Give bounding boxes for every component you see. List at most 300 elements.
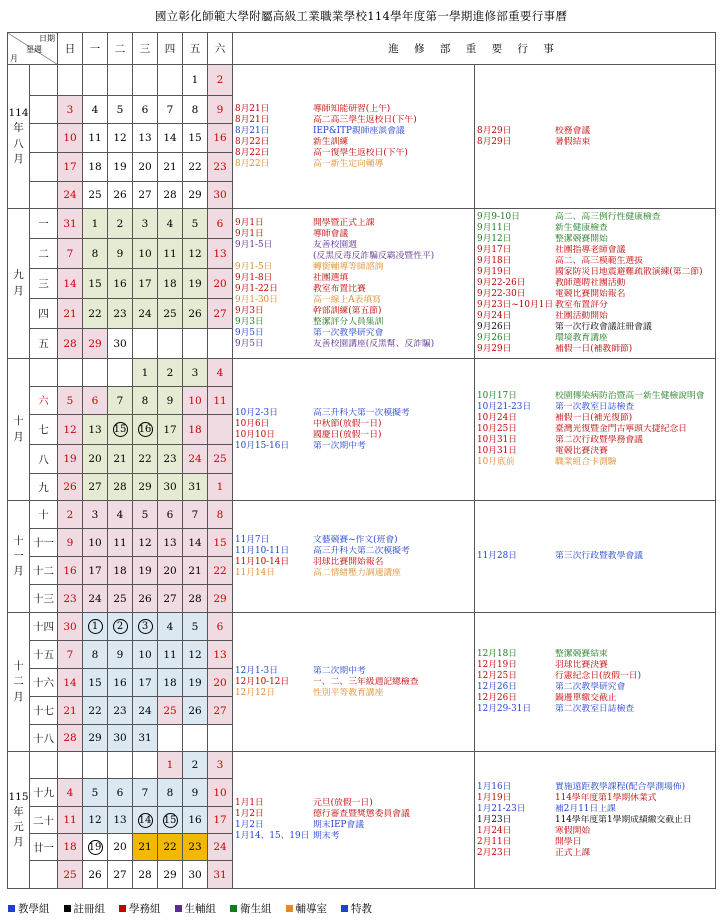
day-cell: 1: [133, 359, 158, 387]
day-cell: 6: [83, 387, 108, 415]
event-date: 12月26日: [477, 682, 517, 692]
day-cell: [133, 752, 158, 779]
week-row: [8, 359, 716, 387]
day-cell: 28: [58, 725, 83, 752]
event-date: 9月26日: [477, 322, 512, 332]
event-item: [477, 704, 713, 715]
events-left: [233, 209, 475, 359]
corner-month-label: 月: [10, 54, 18, 63]
day-cell: 1: [158, 752, 183, 779]
events-list: [235, 212, 472, 355]
event-item: [477, 322, 713, 333]
school-calendar-table: [7, 32, 716, 889]
event-text: IEP&ITP親師座談會議: [313, 125, 405, 136]
event-date: 11月10-11日: [235, 545, 290, 556]
day-cell: 15: [83, 269, 108, 299]
day-cell: [158, 329, 183, 359]
day-cell: 11: [158, 239, 183, 269]
month-label: [8, 359, 30, 501]
day-cell: 4: [83, 96, 108, 124]
event-date: 10月24日: [477, 413, 517, 423]
day-cell: 23: [158, 445, 183, 474]
month-label-char: 元: [13, 821, 24, 833]
events-right: [475, 613, 716, 752]
day-cell: 13: [133, 124, 158, 153]
day-cell: 24: [133, 697, 158, 725]
event-text: 高二、高三例行性健康檢查: [555, 212, 661, 222]
event-date: 9月24日: [477, 311, 512, 321]
day-cell: 12: [83, 807, 108, 834]
event-text: 導師知能研習(上午): [313, 103, 391, 114]
event-item: [235, 568, 472, 579]
event-item: [235, 137, 472, 148]
month-label-char: 十: [13, 415, 24, 428]
day-cell: 30: [108, 725, 133, 752]
event-item: [235, 262, 472, 273]
day-cell: 29: [83, 725, 108, 752]
event-item: [477, 234, 713, 245]
event-date: 9月1日: [235, 217, 264, 228]
day-cell: 5: [108, 96, 133, 124]
event-item: [477, 826, 713, 837]
event-date: 11月14日: [235, 567, 275, 578]
event-date: 9月12日: [477, 234, 512, 244]
day-cell: 20: [208, 669, 233, 697]
event-text: 電競比賽開始報名: [555, 289, 626, 299]
event-text: 114學年度第1學期成績繳交截止日: [555, 814, 692, 825]
events-list: [235, 362, 472, 497]
event-item: [235, 284, 472, 295]
legend-label: 註冊組: [73, 903, 105, 915]
day-cell: 3: [208, 752, 233, 779]
week-row: [8, 613, 716, 641]
event-text: 新生訓練: [313, 136, 349, 147]
event-date: 12月18日: [477, 649, 517, 659]
day-cell: 8: [133, 387, 158, 415]
event-item: [235, 820, 472, 831]
day-cell: 31: [183, 474, 208, 501]
day-cell: 25: [158, 697, 183, 725]
day-cell: 21: [108, 445, 133, 474]
day-cell: 17: [133, 269, 158, 299]
day-cell: 21: [183, 557, 208, 585]
week-row: [8, 65, 716, 96]
day-cell: 15: [208, 529, 233, 557]
event-item: [235, 306, 472, 317]
day-cell: 18: [108, 557, 133, 585]
event-item: [477, 457, 713, 468]
day-cell: 26: [108, 182, 133, 209]
day-cell: 20: [208, 269, 233, 299]
legend-label: 學務組: [129, 903, 161, 915]
day-cell: 6: [208, 613, 233, 641]
events-list: [477, 616, 713, 748]
event-date: 1月2日: [235, 820, 264, 830]
day-cell: 7: [158, 96, 183, 124]
event-item: [477, 267, 713, 278]
event-item: [235, 317, 472, 328]
event-item: [235, 159, 472, 170]
event-item: [477, 126, 713, 137]
day-cell: 20: [158, 557, 183, 585]
day-cell: [158, 725, 183, 752]
event-item: [235, 557, 472, 568]
week-row: [8, 501, 716, 529]
day-cell: 11: [158, 641, 183, 669]
event-item: [477, 815, 713, 826]
day-cell: 27: [158, 585, 183, 613]
event-date: 9月23日~10月1日: [477, 300, 554, 310]
day-cell: 7: [133, 779, 158, 807]
day-cell: 10: [183, 387, 208, 415]
event-text: 友善校園週: [313, 239, 357, 250]
event-text: 整潔競賽結束: [555, 649, 608, 659]
day-cell: 22: [183, 153, 208, 182]
week-number: 十七: [30, 697, 58, 725]
month-label-char: 月: [13, 690, 24, 703]
day-cell: [133, 65, 158, 96]
event-text: 補2月11日上課: [555, 803, 616, 814]
week-number: 十一: [30, 529, 58, 557]
day-cell: 19: [183, 269, 208, 299]
day-cell: 21: [158, 153, 183, 182]
day-cell: 26: [133, 585, 158, 613]
event-item: [477, 344, 713, 355]
event-date: 12月10-12日: [235, 676, 290, 687]
day-cell: 22: [158, 834, 183, 861]
day-cell: 20: [133, 153, 158, 182]
event-item: [235, 295, 472, 306]
month-label-char: 一: [13, 549, 24, 562]
event-date: 8月22日: [235, 158, 270, 169]
month-label-char: 月: [13, 430, 24, 443]
day-cell: 15: [183, 124, 208, 153]
day-cell: 11: [208, 387, 233, 415]
event-text: 補假一日(補教師節): [555, 344, 633, 354]
event-text: 國慶日(放假一日): [313, 429, 382, 440]
event-date: 9月1-5日: [235, 239, 273, 250]
day-cell: 6: [158, 501, 183, 529]
event-date: 11月28日: [477, 551, 517, 561]
day-cell: [58, 752, 83, 779]
event-item: [477, 137, 713, 148]
day-cell: [108, 752, 133, 779]
event-text: 高二、高三模範生選拔: [555, 256, 643, 266]
day-cell: 2: [208, 65, 233, 96]
event-date: 10月21-23日: [477, 402, 532, 412]
event-date: 8月21日: [235, 114, 270, 125]
event-text: 教室布置評分: [555, 300, 608, 310]
week-number: 十四: [30, 613, 58, 641]
week-number: 十: [30, 501, 58, 529]
day-cell: 21: [58, 697, 83, 725]
event-text: 暑假結束: [555, 136, 591, 147]
event-item: [477, 413, 713, 424]
event-text: 中秋節(放假一日): [313, 418, 382, 429]
event-date: 1月21-23日: [477, 803, 526, 814]
event-item: [477, 435, 713, 446]
event-item: [235, 126, 472, 137]
month-label-char: 十: [13, 660, 24, 673]
events-right: [475, 501, 716, 613]
event-item: [477, 793, 713, 804]
month-label: [8, 613, 30, 752]
day-cell: [108, 65, 133, 96]
event-item: [235, 430, 472, 441]
event-item: [477, 402, 713, 413]
event-date: 2月11日: [477, 836, 512, 847]
week-number: 十五: [30, 641, 58, 669]
event-item: [235, 809, 472, 820]
events-list: [235, 68, 472, 205]
week-number: 廿一: [30, 834, 58, 861]
day-cell: 20: [83, 445, 108, 474]
day-cell: [133, 329, 158, 359]
event-item: [477, 289, 713, 300]
day-cell: 30: [108, 329, 133, 359]
month-label-char: 月: [13, 152, 24, 165]
day-cell: 3: [133, 209, 158, 239]
day-cell: 18: [183, 415, 208, 445]
event-text: 期末考: [313, 831, 340, 841]
event-text: 第一次行政會議註冊會議: [555, 322, 652, 332]
day-cell: 13: [208, 641, 233, 669]
day-cell: 9: [108, 641, 133, 669]
day-cell: 29: [83, 329, 108, 359]
day-cell: 4: [158, 613, 183, 641]
day-cell: 18: [158, 669, 183, 697]
day-cell: 9: [183, 779, 208, 807]
day-cell: 9: [58, 529, 83, 557]
day-cell: [58, 359, 83, 387]
day-cell: 6: [108, 779, 133, 807]
event-item: [235, 419, 472, 430]
day-cell: [108, 359, 133, 387]
corner-date-label: 日期: [39, 34, 55, 43]
event-text: 環境教育講座: [555, 333, 608, 343]
day-cell: 13: [158, 529, 183, 557]
circled-day: 14: [138, 814, 152, 826]
week-number: 七: [30, 415, 58, 445]
day-cell: 11: [58, 807, 83, 834]
legend: [8, 901, 372, 916]
day-cell: 26: [183, 299, 208, 329]
event-text: 第二次期中考: [313, 665, 366, 676]
event-date: 10月15-16日: [235, 440, 290, 451]
event-item: [235, 251, 472, 262]
day-cell: [108, 613, 133, 641]
event-text: 期末IEP會議: [313, 820, 365, 830]
day-cell: 11: [108, 529, 133, 557]
event-text: 國家防災日地震避難疏散演練(第二節): [555, 267, 703, 277]
day-cell: 16: [58, 557, 83, 585]
day-cell: 9: [158, 387, 183, 415]
event-date: 9月22-30日: [477, 289, 526, 299]
legend-swatch: [119, 905, 126, 912]
event-text: 高一復學生返校日(下午): [313, 147, 408, 158]
day-cell: 24: [58, 182, 83, 209]
events-left: [233, 752, 475, 889]
day-cell: [108, 415, 133, 445]
event-text: 高二高三學生返校日(下午): [313, 114, 417, 125]
day-cell: 1: [208, 474, 233, 501]
month-label: [8, 501, 30, 613]
day-cell: 17: [208, 807, 233, 834]
event-date: 1月24日: [477, 825, 512, 836]
day-cell: 13: [83, 415, 108, 445]
event-date: 8月21日: [235, 125, 270, 136]
event-date: 1月14、15、19日: [235, 831, 310, 841]
event-date: 11月10-14日: [235, 556, 290, 567]
day-cell: [183, 725, 208, 752]
day-cell: 14: [58, 669, 83, 697]
day-cell: 7: [58, 641, 83, 669]
events-right: [475, 359, 716, 501]
week-number: 十八: [30, 725, 58, 752]
event-date: 12月19日: [477, 660, 517, 670]
event-date: 8月29日: [477, 136, 512, 147]
day-cell: [83, 359, 108, 387]
event-date: 8月29日: [477, 125, 512, 136]
events-left: [233, 613, 475, 752]
event-text: 社團活動開始: [555, 311, 608, 321]
event-item: [235, 688, 472, 699]
event-text: 社團指導老師會議: [555, 245, 626, 255]
event-date: 1月23日: [477, 814, 512, 825]
events-list: [477, 504, 713, 609]
day-cell: 27: [208, 299, 233, 329]
event-text: 一、二、三年級週記總檢查: [313, 676, 419, 687]
event-text: 羽球比賽開始報名: [313, 556, 384, 567]
week-number: [30, 65, 58, 96]
day-cell: 18: [58, 834, 83, 861]
week-number: 五: [30, 329, 58, 359]
event-date: 8月22日: [235, 136, 270, 147]
event-date: 8月22日: [235, 147, 270, 158]
legend-item: [286, 901, 328, 916]
day-cell: 25: [58, 861, 83, 889]
day-cell: 30: [208, 182, 233, 209]
day-cell: 10: [133, 641, 158, 669]
legend-item: [230, 901, 272, 916]
day-cell: 12: [183, 239, 208, 269]
event-item: [235, 328, 472, 339]
day-cell: [83, 65, 108, 96]
event-item: [477, 311, 713, 322]
events-list: [477, 212, 713, 355]
month-label-char: 二: [13, 675, 24, 688]
event-item: [477, 693, 713, 704]
event-text: 教師選聘社團活動: [555, 278, 626, 288]
day-cell: 25: [83, 182, 108, 209]
event-date: 9月1-30日: [235, 294, 278, 305]
day-cell: 5: [183, 613, 208, 641]
day-cell: 30: [183, 861, 208, 889]
day-cell: 29: [158, 861, 183, 889]
event-date: 9月17日: [477, 245, 512, 255]
day-cell: 16: [208, 124, 233, 153]
event-text: 性別平等教育講座: [313, 687, 384, 698]
legend-item: [175, 901, 217, 916]
week-number: [30, 182, 58, 209]
day-cell: 5: [58, 387, 83, 415]
day-cell: 4: [158, 209, 183, 239]
event-text: 高一線上A表填寫: [313, 294, 381, 305]
event-date: 9月11日: [477, 223, 512, 233]
day-cell: 16: [108, 269, 133, 299]
day-cell: [58, 65, 83, 96]
event-text: 轉銜輔導等師諮詢: [313, 261, 384, 272]
day-cell: 29: [133, 474, 158, 501]
event-text: 文藝競賽~作文(班會): [313, 534, 398, 545]
event-date: 10月25日: [477, 424, 517, 434]
day-cell: 17: [133, 669, 158, 697]
event-date: 12月26日: [477, 693, 517, 703]
event-text: 寒假開始: [555, 825, 591, 836]
circled-day: 15: [163, 814, 177, 826]
event-item: [235, 240, 472, 251]
day-cell: 15: [83, 669, 108, 697]
event-item: [235, 104, 472, 115]
day-cell: 5: [83, 779, 108, 807]
event-date: 9月1-22日: [235, 283, 278, 294]
events-list: [235, 616, 472, 748]
month-label-char: 115: [8, 790, 29, 803]
events-list: [235, 755, 472, 885]
event-text: 第三次行政暨教學會議: [555, 551, 643, 561]
legend-label: 衛生組: [240, 903, 272, 915]
event-item: [477, 682, 713, 693]
day-cell: 4: [58, 779, 83, 807]
week-number: 八: [30, 445, 58, 474]
week-number: 六: [30, 387, 58, 415]
event-text: 電競比賽決賽: [555, 446, 608, 456]
event-text: 114學年度第1學期休業式: [555, 792, 657, 803]
day-cell: 24: [208, 834, 233, 861]
day-cell: 8: [83, 641, 108, 669]
events-list: [235, 504, 472, 609]
day-cell: [208, 415, 233, 445]
day-cell: 29: [183, 182, 208, 209]
event-date: 1月1日: [235, 798, 264, 808]
event-item: [235, 677, 472, 688]
event-date: 10月底前: [477, 457, 515, 467]
event-text: 高三升科大第二次模擬考: [313, 545, 410, 556]
corner-weekday-label: 星週: [26, 45, 42, 54]
event-text: 正式上課: [555, 847, 591, 858]
week-number: 二: [30, 239, 58, 269]
event-date: 12月12日: [235, 687, 275, 698]
event-date: 9月5日: [235, 327, 264, 338]
event-item: [235, 273, 472, 284]
day-cell: 23: [58, 585, 83, 613]
day-header-wed: 三: [133, 33, 158, 65]
day-cell: 10: [133, 239, 158, 269]
event-item: [477, 551, 713, 562]
day-cell: 25: [208, 445, 233, 474]
event-text: 第一次教學研究會: [313, 327, 384, 338]
day-header-thu: 四: [158, 33, 183, 65]
event-item: [235, 535, 472, 546]
event-text: 校務會議: [555, 125, 591, 136]
event-date: 10月17日: [477, 391, 517, 401]
week-number: 二十: [30, 807, 58, 834]
event-item: [477, 256, 713, 267]
day-cell: [158, 807, 183, 834]
day-header-fri: 五: [183, 33, 208, 65]
event-text: 社團選填: [313, 272, 349, 283]
corner-header-cell: [8, 33, 58, 65]
